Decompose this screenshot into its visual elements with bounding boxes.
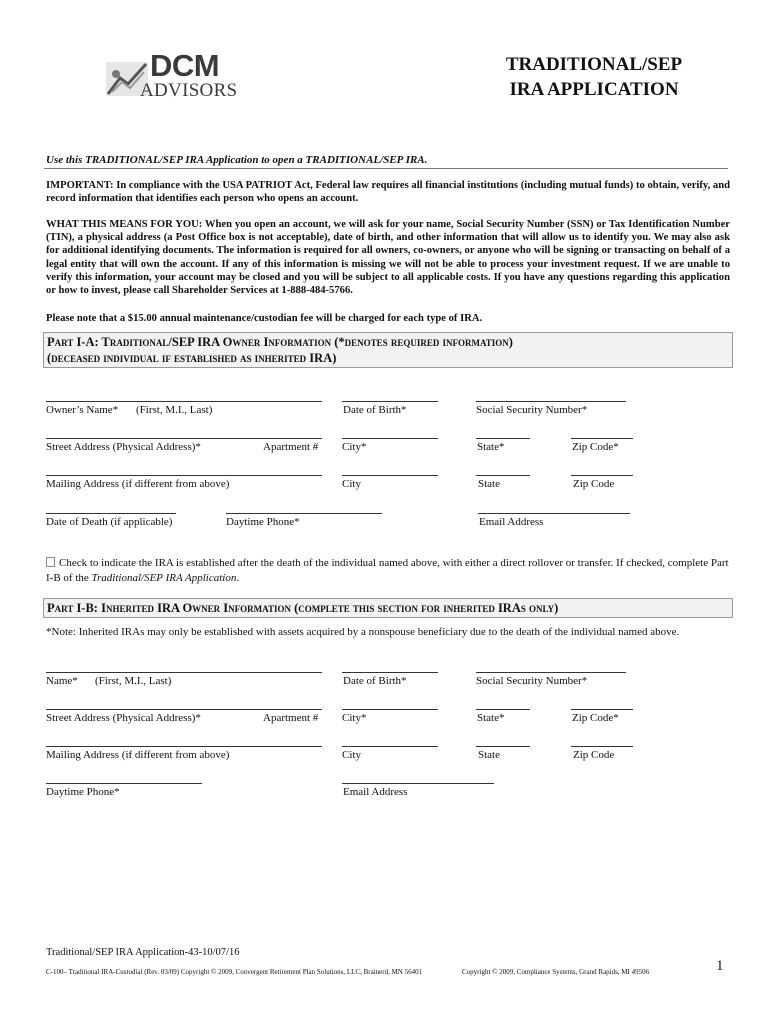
owner-mailing-city-label: City	[342, 478, 361, 490]
inherited-city-label: City*	[342, 712, 367, 724]
part-ib-heading: Part I-B: Inherited IRA Owner Information (complete this section for inherited IRAs only)	[43, 598, 733, 618]
owner-mailing-state-field[interactable]	[476, 475, 530, 476]
owner-mailing-zip-field[interactable]	[571, 475, 633, 476]
owner-phone-field[interactable]	[226, 513, 382, 514]
owner-name-field[interactable]	[46, 401, 322, 402]
dcm-advisors-logo	[104, 48, 244, 102]
inherited-mailing-field[interactable]	[46, 746, 322, 747]
owner-ssn-label: Social Security Number*	[476, 404, 588, 416]
inherited-apartment-label: Apartment #	[263, 712, 319, 724]
inherited-zip-label: Zip Code*	[572, 712, 619, 724]
part-ia-heading-line2: (deceased individual if established as inherited IRA)	[47, 351, 337, 365]
owner-city-field[interactable]	[342, 438, 438, 439]
inherited-name-label: Name*	[46, 675, 78, 687]
inherited-dob-label: Date of Birth*	[343, 675, 407, 687]
title-line-1: TRADITIONAL/SEP	[505, 54, 683, 75]
inherited-ssn-label: Social Security Number*	[476, 675, 588, 687]
owner-email-label: Email Address	[479, 516, 544, 528]
inherited-city-field[interactable]	[342, 709, 438, 710]
checkbox-reference: Traditional/SEP IRA Application	[91, 572, 237, 584]
inherited-mailing-state-field[interactable]	[476, 746, 530, 747]
inherited-state-field[interactable]	[476, 709, 530, 710]
document-title	[464, 52, 724, 102]
owner-street-field[interactable]	[46, 438, 322, 439]
inherited-mailing-label: Mailing Address (if different from above)	[46, 749, 230, 761]
owner-city-label: City*	[342, 441, 367, 453]
inherited-zip-field[interactable]	[571, 709, 633, 710]
owner-ssn-field[interactable]	[476, 401, 626, 402]
owner-dob-field[interactable]	[342, 401, 438, 402]
inherited-state-label: State*	[477, 712, 505, 724]
logo-text-dcm: DCM	[150, 48, 220, 83]
copyright-left: C-100– Traditional IRA-Custodial (Rev. 03/09) Copyright © 2009, Convergent Retirement Plan Solutions, LLC, Brainerd, MN 56401	[46, 968, 423, 976]
owner-mailing-zip-label: Zip Code	[573, 478, 615, 490]
owner-dob-label: Date of Birth*	[343, 404, 407, 416]
owner-state-field[interactable]	[476, 438, 530, 439]
owner-name-label: Owner’s Name*	[46, 404, 119, 416]
inherited-ssn-field[interactable]	[476, 672, 626, 673]
divider	[44, 168, 728, 169]
inherited-note: *Note: Inherited IRAs may only be established with assets acquired by a nonspouse beneficiary due to the death of the individual named above.	[46, 626, 680, 638]
inherited-mailing-city-label: City	[342, 749, 361, 761]
owner-mailing-field[interactable]	[46, 475, 322, 476]
inherited-name-field[interactable]	[46, 672, 322, 673]
part-ia-heading-line1: Part I-A: Traditional/SEP IRA Owner Information (*denotes required information)	[47, 335, 513, 349]
owner-name-hint: (First, M.I., Last)	[136, 404, 213, 416]
owner-street-label: Street Address (Physical Address)*	[46, 441, 201, 453]
form-id: Traditional/SEP IRA Application-43-10/07/16	[46, 947, 240, 958]
title-line-2: IRA APPLICATION	[509, 79, 679, 100]
inherited-mailing-zip-field[interactable]	[571, 746, 633, 747]
owner-mailing-label: Mailing Address (if different from above)	[46, 478, 230, 490]
part-ia-heading	[43, 332, 733, 368]
owner-mailing-city-field[interactable]	[342, 475, 438, 476]
inherited-ira-checkbox-row	[46, 556, 736, 586]
logo-text-advisors: ADVISORS	[140, 80, 238, 101]
inherited-mailing-state-label: State	[478, 749, 500, 761]
inherited-name-hint: (First, M.I., Last)	[95, 675, 172, 687]
owner-apartment-label: Apartment #	[263, 441, 319, 453]
page-number: 1	[716, 958, 724, 974]
inherited-email-label: Email Address	[343, 786, 408, 798]
checkbox-end: .	[236, 572, 240, 584]
inherited-phone-field[interactable]	[46, 783, 202, 784]
inherited-mailing-city-field[interactable]	[342, 746, 438, 747]
checkbox-text: Check to indicate the IRA is established after the death of the individual named above, with either a direct rollover or transfer. If checked, complete Part I-B of the	[46, 557, 729, 584]
what-this-means-paragraph: WHAT THIS MEANS FOR YOU: When you open an account, we will ask for your name, Social Security Number (SSN) or Tax Identification Number (TIN), a physical address (a Post Office box is not acceptable), date of birth, and other information that will allow us to identify you. We may also ask for additional identifying documents. The information is required for all owners, co-owners, or anyone who will be signing or transacting on behalf of a legal entity that will own the account. If any of this information is missing we will not be able to process your investment request. If we are unable to verify this information, your account may be closed and you will be subject to all applicable costs. If you have any questions regarding this application or how to invest, please call Shareholder Services at 1-888-484-5766.	[46, 219, 730, 297]
owner-zip-label: Zip Code*	[572, 441, 619, 453]
inherited-mailing-zip-label: Zip Code	[573, 749, 615, 761]
intro-text: Use this TRADITIONAL/SEP IRA Application to open a TRADITIONAL/SEP IRA.	[46, 154, 428, 166]
owner-zip-field[interactable]	[571, 438, 633, 439]
fee-note: Please note that a $15.00 annual maintenance/custodian fee will be charged for each type of IRA.	[46, 313, 483, 324]
inherited-dob-field[interactable]	[342, 672, 438, 673]
inherited-street-field[interactable]	[46, 709, 322, 710]
date-of-death-field[interactable]	[46, 513, 176, 514]
owner-email-field[interactable]	[478, 513, 630, 514]
inherited-email-field[interactable]	[342, 783, 494, 784]
date-of-death-label: Date of Death (if applicable)	[46, 516, 173, 528]
inherited-street-label: Street Address (Physical Address)*	[46, 712, 201, 724]
inherited-ira-checkbox[interactable]	[46, 557, 55, 567]
inherited-phone-label: Daytime Phone*	[46, 786, 120, 798]
owner-state-label: State*	[477, 441, 505, 453]
owner-phone-label: Daytime Phone*	[226, 516, 300, 528]
owner-mailing-state-label: State	[478, 478, 500, 490]
copyright-right: Copyright © 2009, Compliance Systems, Grand Rapids, MI 49506	[462, 968, 650, 976]
important-paragraph: IMPORTANT: In compliance with the USA PATRIOT Act, Federal law requires all financial institutions (including mutual funds) to obtain, verify, and record information that identifies each person who opens an account.	[46, 180, 730, 205]
